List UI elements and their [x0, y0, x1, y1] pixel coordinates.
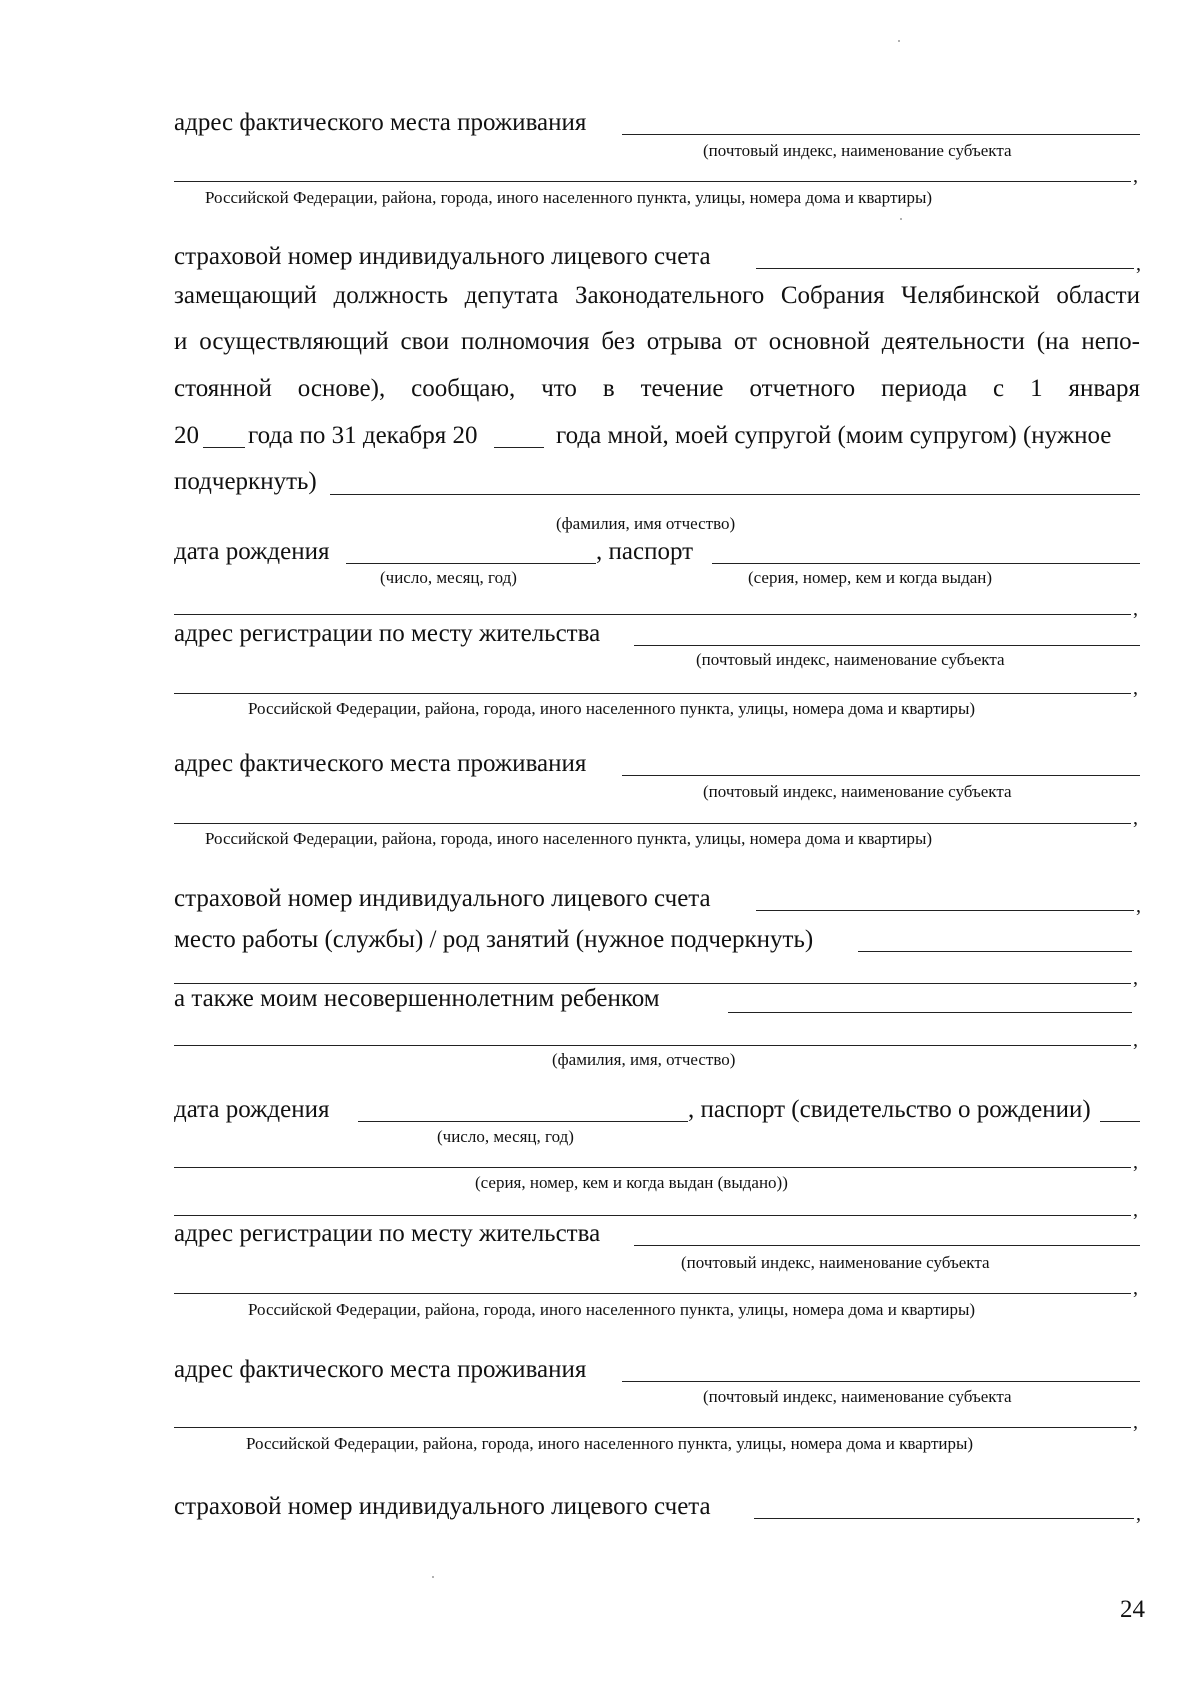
- comma: ,: [1133, 1151, 1138, 1173]
- registration-address-label: адрес регистрации по месту жительства: [174, 620, 601, 647]
- comma: ,: [1133, 1029, 1138, 1051]
- comma: ,: [1133, 967, 1138, 989]
- address-field-line[interactable]: [174, 1427, 1131, 1428]
- paragraph-line: стоянной основе), сообщаю, что в течение отчетного периода с 1 января: [174, 375, 1140, 402]
- passport-field-line[interactable]: [174, 614, 1131, 615]
- passport-certificate-field[interactable]: [1100, 1121, 1140, 1122]
- page-number: 24: [1120, 1596, 1145, 1623]
- scan-speck: [432, 1576, 434, 1578]
- registration-address-field[interactable]: [634, 1245, 1140, 1246]
- actual-address-field[interactable]: [622, 1381, 1140, 1382]
- subject-hint: (почтовый индекс, наименование субъекта: [703, 1387, 1012, 1406]
- year-prefix: 20: [174, 422, 199, 449]
- passport-hint: (серия, номер, кем и когда выдан (выдано)): [475, 1173, 788, 1192]
- comma: ,: [1133, 1277, 1138, 1299]
- actual-address-field[interactable]: [622, 134, 1140, 135]
- fio-hint: (фамилия, имя, отчество): [552, 1050, 736, 1069]
- snils-label: страховой номер индивидуального лицевого счета: [174, 1493, 711, 1520]
- birth-date-label: дата рождения: [174, 538, 330, 565]
- comma: ,: [1133, 807, 1138, 829]
- address-field-line[interactable]: [174, 181, 1131, 182]
- registration-address-field[interactable]: [634, 645, 1140, 646]
- snils-field[interactable]: [756, 268, 1134, 269]
- subject-hint: (почтовый индекс, наименование субъекта: [703, 141, 1012, 160]
- federation-hint: Российской Федерации, района, города, иного населенного пункта, улицы, номера дома и квартиры): [205, 829, 933, 848]
- passport-field-line[interactable]: [174, 1167, 1131, 1168]
- paragraph-line: замещающий должность депутата Законодательного Собрания Челябинской области: [174, 282, 1140, 309]
- actual-address-label: адрес фактического места проживания: [174, 750, 587, 777]
- snils-field[interactable]: [754, 1518, 1134, 1519]
- address-field-line[interactable]: [174, 693, 1131, 694]
- federation-hint: Российской Федерации, района, города, иного населенного пункта, улицы, номера дома и квартиры): [248, 699, 976, 718]
- actual-address-label: адрес фактического места проживания: [174, 109, 587, 136]
- comma: ,: [1133, 1411, 1138, 1433]
- passport-certificate-label: , паспорт (свидетельство о рождении): [688, 1096, 1091, 1123]
- actual-address-field[interactable]: [622, 775, 1140, 776]
- federation-hint: Российской Федерации, района, города, иного населенного пункта, улицы, номера дома и квартиры): [248, 1300, 976, 1319]
- passport-field[interactable]: [712, 563, 1140, 564]
- passport-field-line[interactable]: [174, 1215, 1131, 1216]
- date-hint: (число, месяц, год): [437, 1127, 574, 1146]
- child-fio-field-line[interactable]: [174, 1045, 1131, 1046]
- snils-label: страховой номер индивидуального лицевого счета: [174, 243, 711, 270]
- year-start-field[interactable]: [203, 447, 245, 448]
- period-text-end: года мной, моей супругой (моим супругом) (нужное: [556, 422, 1112, 449]
- snils-field[interactable]: [756, 910, 1134, 911]
- birth-date-label: дата рождения: [174, 1096, 330, 1123]
- scan-speck: [898, 40, 900, 42]
- federation-hint: Российской Федерации, района, города, иного населенного пункта, улицы, номера дома и квартиры): [205, 188, 933, 207]
- fio-hint: (фамилия, имя отчество): [556, 514, 736, 533]
- birth-date-field[interactable]: [358, 1121, 688, 1122]
- federation-hint: Российской Федерации, района, города, иного населенного пункта, улицы, номера дома и квартиры): [246, 1434, 974, 1453]
- workplace-label: место работы (службы) / род занятий (нужное подчеркнуть): [174, 926, 814, 953]
- comma: ,: [1133, 1199, 1138, 1221]
- passport-hint: (серия, номер, кем и когда выдан): [748, 568, 993, 587]
- child-label: а также моим несовершеннолетним ребенком: [174, 985, 660, 1012]
- comma: ,: [1133, 598, 1138, 620]
- year-end-field[interactable]: [494, 447, 544, 448]
- address-field-line[interactable]: [174, 1293, 1131, 1294]
- snils-label: страховой номер индивидуального лицевого счета: [174, 885, 711, 912]
- comma: ,: [1136, 895, 1141, 917]
- paragraph-line: и осуществляющий свои полномочия без отрыва от основной деятельности (на непо-: [174, 328, 1140, 355]
- actual-address-label: адрес фактического места проживания: [174, 1356, 587, 1383]
- comma: ,: [1136, 1503, 1141, 1525]
- comma: ,: [1133, 677, 1138, 699]
- subject-hint: (почтовый индекс, наименование субъекта: [703, 782, 1012, 801]
- registration-address-label: адрес регистрации по месту жительства: [174, 1220, 601, 1247]
- child-fio-field[interactable]: [728, 1012, 1132, 1013]
- comma: ,: [1136, 253, 1141, 275]
- underline-note: подчеркнуть): [174, 468, 317, 495]
- scan-speck: [900, 218, 902, 220]
- workplace-field[interactable]: [858, 951, 1132, 952]
- address-field-line[interactable]: [174, 823, 1131, 824]
- subject-hint: (почтовый индекс, наименование субъекта: [681, 1253, 990, 1272]
- spouse-fio-field[interactable]: [330, 494, 1140, 495]
- date-hint: (число, месяц, год): [380, 568, 517, 587]
- passport-label: , паспорт: [596, 538, 694, 565]
- birth-date-field[interactable]: [346, 563, 596, 564]
- period-text: года по 31 декабря 20: [248, 422, 478, 449]
- comma: ,: [1133, 165, 1138, 187]
- subject-hint: (почтовый индекс, наименование субъекта: [696, 650, 1005, 669]
